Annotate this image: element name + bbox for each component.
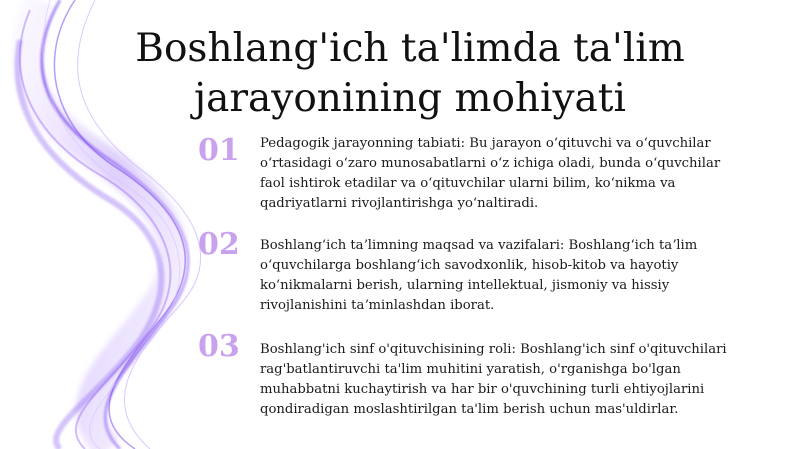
item-number-3: 03: [198, 329, 240, 364]
item-number-1: 01: [198, 133, 240, 168]
title-line-2: jarayonining mohiyati: [194, 76, 626, 121]
item-number-2: 02: [198, 227, 240, 262]
item-text-2: Boshlangʻich taʼlimning maqsad va vazifalari: Boshlangʻich taʼlim oʻquvchilarga boshlangʻich savodxonlik, hisob-kitob va hayotiy koʻnikmalarni berish, ularning intellektual, jismoniy va hissiy rivojlanishini taʼminlashdan iborat.: [260, 238, 698, 313]
item-text-3: Boshlang'ich sinf o'qituvchisining roli: Boshlang'ich sinf o'qituvchilari rag'batlantiruvchi ta'lim muhitini yaratish, o'rganishga bo'lgan muhabbatni kuchaytirish va har bir o'quvchining turli ehtiyojlarini qondiradigan moslashtirilgan ta'lim berish uchun mas'uldirlar.: [260, 342, 727, 417]
page-title: [60, 24, 760, 124]
item-text-1: Pedagogik jarayonning tabiati: Bu jarayon oʻqituvchi va oʻquvchilar oʻrtasidagi oʻzaro munosabatlarni oʻz ichiga oladi, bunda oʻquvchilar faol ishtirok etadilar va oʻqituvchilar ularni bilim, koʻnikma va qadriyatlarni rivojlantirishga yoʻnaltiradi.: [260, 136, 721, 211]
title-line-1: Boshlang'ich ta'limda ta'lim: [135, 26, 685, 71]
